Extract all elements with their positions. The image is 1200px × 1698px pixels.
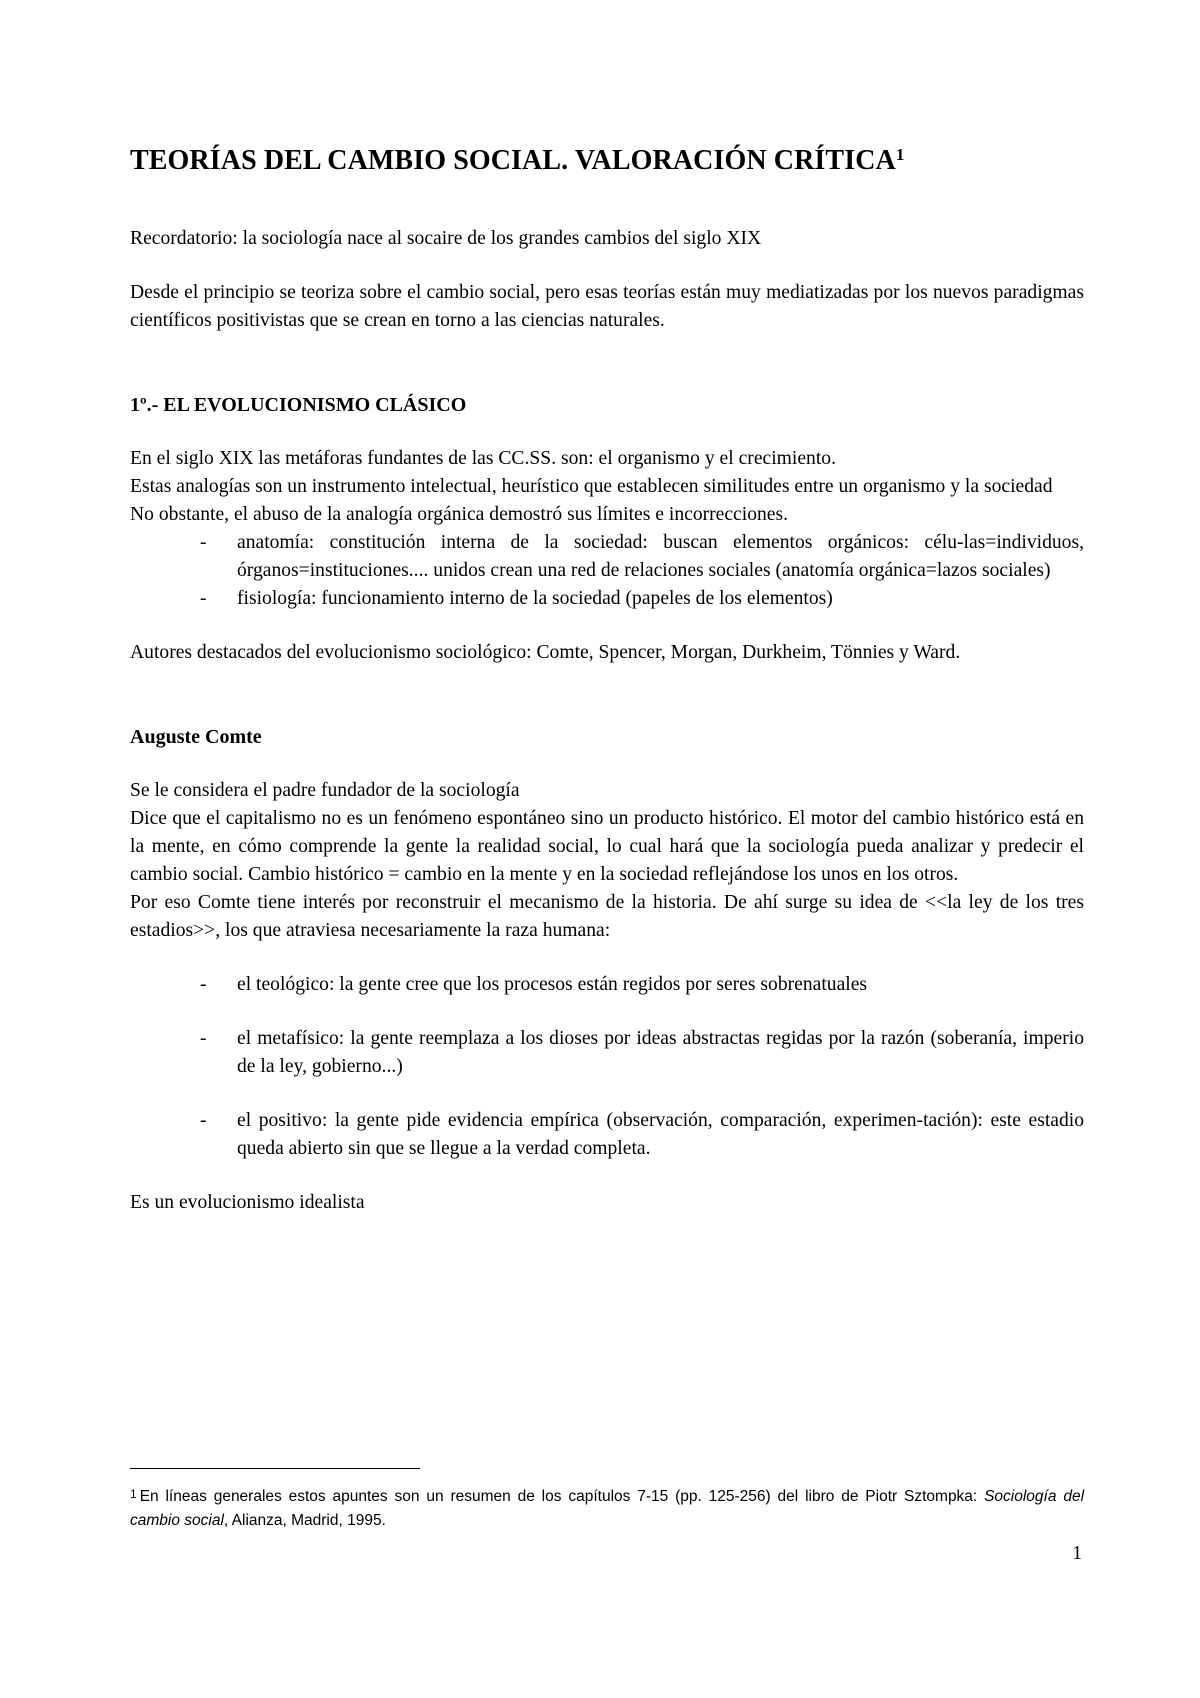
intro-paragraph-2: Desde el principio se teoriza sobre el cambio social, pero esas teorías están muy mediatizadas por los nuevos paradigmas científicos positivistas que se crean en torno a las ciencias naturales.: [130, 282, 1084, 331]
section1-paragraph-2: Estas analogías son un instrumento intelectual, heurístico que establecen similitudes entre un organismo y la sociedad: [130, 476, 1053, 497]
comte-conclusion: Es un evolucionismo idealista: [130, 1192, 365, 1213]
list-item: - el positivo: la gente pide evidencia empírica (observación, comparación, experimen-tación): este estadio queda abierto sin que se llegue a la verdad completa.: [130, 1107, 1084, 1163]
organic-analogy-list: [130, 529, 1084, 613]
list-item: - fisiología: funcionamiento interno de la sociedad (papeles de los elementos): [130, 585, 1084, 613]
title-footnote-marker: 1: [895, 145, 905, 164]
footnote-divider: [130, 1468, 420, 1469]
list-item: - el metafísico: la gente reemplaza a los dioses por ideas abstractas regidas por la razón (soberanía, imperio de la ley, gobierno...): [130, 1025, 1084, 1081]
comte-paragraph-1: Se le considera el padre fundador de la sociología: [130, 780, 520, 801]
three-stages-list-2: [130, 1025, 1084, 1081]
comte-paragraph-3: Por eso Comte tiene interés por reconstruir el mecanismo de la historia. De ahí surge su idea de <<la ley de los tres estadios>>, los que atraviesa necesariamente la raza humana:: [130, 892, 1084, 941]
footnote-text-end: , Alianza, Madrid, 1995.: [223, 1512, 386, 1529]
intro-paragraph-1: Recordatorio: la sociología nace al socaire de los grandes cambios del siglo XIX: [130, 228, 762, 249]
section-heading-evolucionismo: 1º.- EL EVOLUCIONISMO CLÁSICO: [130, 394, 467, 416]
comte-paragraph-2: Dice que el capitalismo no es un fenómeno espontáneo sino un producto histórico. El motor del cambio histórico está en la mente, en cómo comprende la gente la realidad social, lo cual hará que la sociología pueda analizar y predecir el cambio social. Cambio histórico = cambio en la mente y en la sociedad reflejándose los unos en los otros.: [130, 808, 1084, 885]
section1-paragraph-3: No obstante, el abuso de la analogía orgánica demostró sus límites e incorrecciones.: [130, 504, 789, 525]
list-item: - anatomía: constitución interna de la sociedad: buscan elementos orgánicos: célu-las=individuos, órganos=instituciones.... unidos crean una red de relaciones sociales (anatomía orgánica=lazos sociales): [130, 529, 1084, 585]
footnote-marker: 1: [130, 1487, 137, 1501]
document-title-text: TEORÍAS DEL CAMBIO SOCIAL. VALORACIÓN CRÍTICA: [130, 145, 896, 176]
section1-paragraph-1: En el siglo XIX las metáforas fundantes de las CC.SS. son: el organismo y el crecimiento.: [130, 448, 836, 469]
footnote: [130, 1485, 1084, 1533]
three-stages-list: [130, 971, 1084, 999]
footnote-book-title: Sociología del cambio social: [130, 1488, 1085, 1529]
three-stages-list-3: [130, 1107, 1084, 1163]
page-number: 1: [1072, 1543, 1082, 1564]
authors-paragraph: Autores destacados del evolucionismo sociológico: Comte, Spencer, Morgan, Durkheim, Tönnies y Ward.: [130, 642, 961, 663]
list-item: - el teológico: la gente cree que los procesos están regidos por seres sobrenatuales: [130, 971, 1084, 999]
footnote-text: En líneas generales estos apuntes son un resumen de los capítulos 7-15 (pp. 125-256) del libro de Piotr Sztompka:: [139, 1488, 985, 1505]
section-heading-comte: Auguste Comte: [130, 726, 262, 748]
document-title: [130, 143, 1084, 179]
